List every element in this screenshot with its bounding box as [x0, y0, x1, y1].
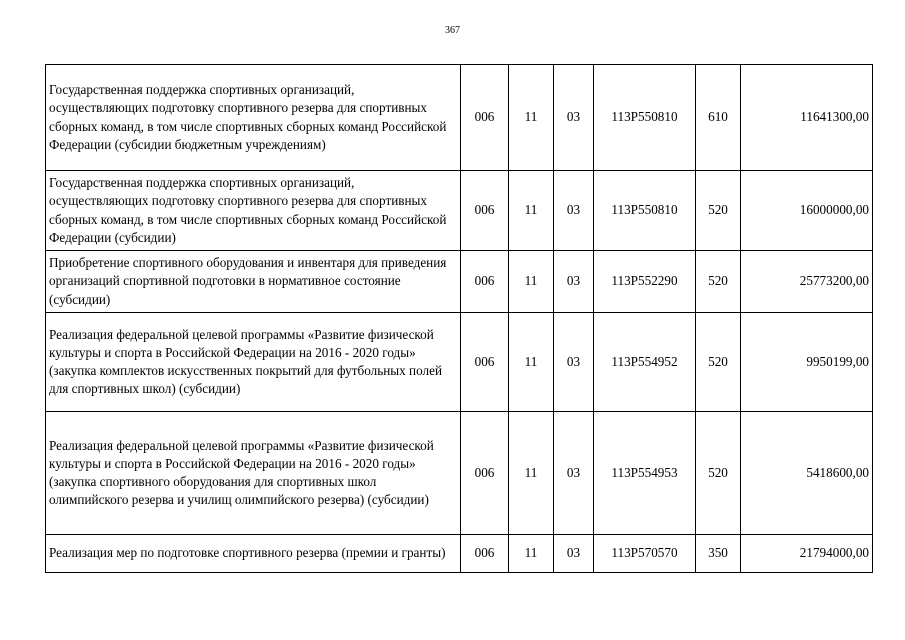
subsection-code-cell: 03	[554, 412, 594, 535]
subsection-code-cell: 03	[554, 313, 594, 412]
row-name-cell: Реализация мер по подготовке спортивного резерва (премии и гранты)	[46, 535, 461, 573]
section-code-cell: 11	[509, 171, 554, 251]
row-name-cell: Реализация федеральной целевой программы «Развитие физической культуры и спорта в Российской Федерации на 2016 - 2020 годы» (закупка комплектов искусственных покрытий для футбольных полей для спортивных школ) (субсидии)	[46, 313, 461, 412]
subsection-code-cell: 03	[554, 535, 594, 573]
section-code-cell: 11	[509, 251, 554, 313]
ministry-code-cell: 006	[461, 171, 509, 251]
table-row	[46, 171, 873, 251]
subsection-code-cell: 03	[554, 251, 594, 313]
row-name-cell: Приобретение спортивного оборудования и инвентаря для приведения организаций спортивной подготовки в нормативное состояние (субсидии)	[46, 251, 461, 313]
section-code-cell: 11	[509, 65, 554, 171]
expense-type-cell: 520	[696, 171, 741, 251]
amount-cell: 16000000,00	[741, 171, 873, 251]
ministry-code-cell: 006	[461, 65, 509, 171]
expense-type-cell: 520	[696, 251, 741, 313]
section-code-cell: 11	[509, 412, 554, 535]
target-article-cell: 113Р550810	[594, 171, 696, 251]
table-row	[46, 313, 873, 412]
ministry-code-cell: 006	[461, 412, 509, 535]
table-row	[46, 535, 873, 573]
ministry-code-cell: 006	[461, 313, 509, 412]
subsection-code-cell: 03	[554, 65, 594, 171]
row-name-cell: Реализация федеральной целевой программы «Развитие физической культуры и спорта в Российской Федерации на 2016 - 2020 годы» (закупка спортивного оборудования для спортивных школ олимпийского резерва и училищ олимпийского резерва) (субсидии)	[46, 412, 461, 535]
expense-type-cell: 520	[696, 412, 741, 535]
ministry-code-cell: 006	[461, 535, 509, 573]
target-article-cell: 113Р554952	[594, 313, 696, 412]
subsection-code-cell: 03	[554, 171, 594, 251]
row-name-cell: Государственная поддержка спортивных организаций, осуществляющих подготовку спортивного резерва для спортивных сборных команд, в том числе спортивных сборных команд Российской Федерации (субсидии)	[46, 171, 461, 251]
amount-cell: 9950199,00	[741, 313, 873, 412]
amount-cell: 5418600,00	[741, 412, 873, 535]
expense-type-cell: 610	[696, 65, 741, 171]
target-article-cell: 113Р550810	[594, 65, 696, 171]
table-row	[46, 251, 873, 313]
target-article-cell: 113Р554953	[594, 412, 696, 535]
row-name-cell: Государственная поддержка спортивных организаций, осуществляющих подготовку спортивного резерва для спортивных сборных команд, в том числе спортивных сборных команд Российской Федерации (субсидии бюджетным учреждениям)	[46, 65, 461, 171]
target-article-cell: 113Р570570	[594, 535, 696, 573]
section-code-cell: 11	[509, 535, 554, 573]
table-row	[46, 65, 873, 171]
target-article-cell: 113Р552290	[594, 251, 696, 313]
budget-table	[45, 64, 873, 573]
table-row	[46, 412, 873, 535]
amount-cell: 25773200,00	[741, 251, 873, 313]
section-code-cell: 11	[509, 313, 554, 412]
amount-cell: 11641300,00	[741, 65, 873, 171]
expense-type-cell: 350	[696, 535, 741, 573]
ministry-code-cell: 006	[461, 251, 509, 313]
amount-cell: 21794000,00	[741, 535, 873, 573]
page-number: 367	[445, 25, 460, 36]
expense-type-cell: 520	[696, 313, 741, 412]
